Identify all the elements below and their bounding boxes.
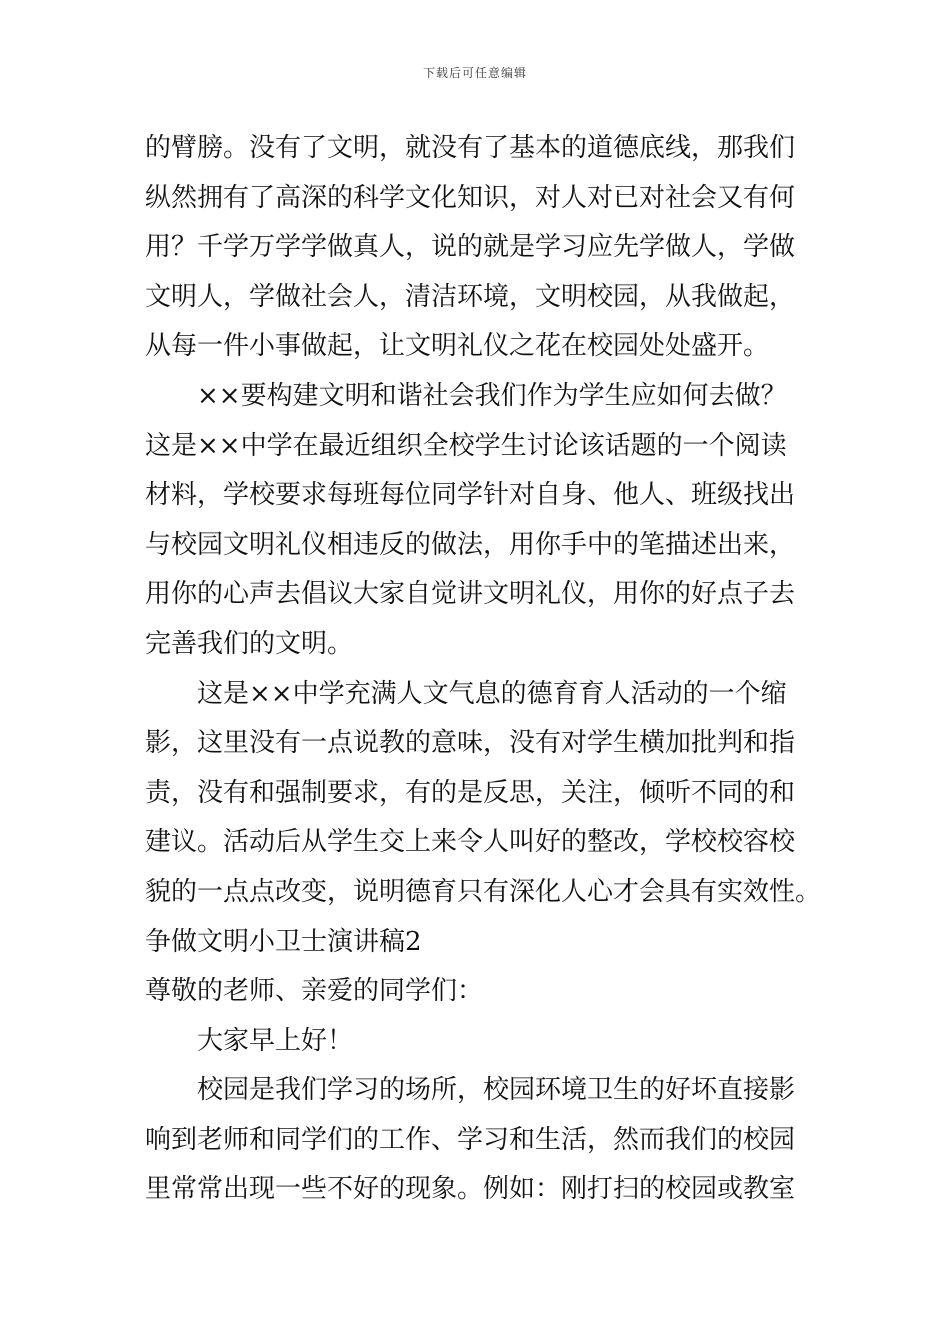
text-line: 与校园文明礼仪相违反的做法，用你手中的笔描述出来， xyxy=(145,529,796,560)
paragraph-start-line: ××要构建文明和谐社会我们作为学生应如何去做？ xyxy=(197,380,787,411)
text-line: 材料，学校要求每班每位同学针对自身、他人、班级找出 xyxy=(145,480,796,511)
text-line: 用？千学万学学做真人，说的就是学习应先学做人，学做 xyxy=(145,232,796,263)
section-title: 争做文明小卫士演讲稿2 xyxy=(145,926,422,957)
paragraph-start-line: 这是××中学充满人文气息的德育育人活动的一个缩 xyxy=(197,678,787,709)
text-line: 建议。活动后从学生交上来令人叫好的整改，学校校容校 xyxy=(145,827,796,858)
text-line: 文明人，学做社会人，清洁环境，文明校园，从我做起， xyxy=(145,281,796,312)
text-line: 这是××中学在最近组织全校学生讨论该话题的一个阅读 xyxy=(145,430,787,461)
text-line: 纵然拥有了高深的科学文化知识，对人对已对社会又有何 xyxy=(145,182,796,213)
text-line: 貌的一点点改变，说明德育只有深化人心才会具有实效性。 xyxy=(145,876,822,907)
text-line: 影，这里没有一点说教的意味，没有对学生横加批判和指 xyxy=(145,728,796,759)
document-body xyxy=(145,124,822,1215)
text-line: 从每一件小事做起，让文明礼仪之花在校园处处盛开。 xyxy=(145,331,770,362)
text-line: 的臂膀。没有了文明，就没有了基本的道德底线，那我们 xyxy=(145,133,796,163)
text-line: 完善我们的文明。 xyxy=(145,628,354,659)
text-line: 响到老师和同学们的工作、学习和生活，然而我们的校园 xyxy=(145,1124,796,1155)
text-line: 里常常出现一些不好的现象。例如：刚打扫的校园或教室 xyxy=(145,1174,796,1205)
text-line: 用你的心声去倡议大家自觉讲文明礼仪，用你的好点子去 xyxy=(145,579,796,610)
greeting: 大家早上好！ xyxy=(197,1025,354,1056)
page-header: 下载后可任意编辑 xyxy=(422,66,527,80)
paragraph-start-line: 校园是我们学习的场所，校园环境卫生的好坏直接影 xyxy=(197,1075,796,1106)
salutation: 尊敬的老师、亲爱的同学们： xyxy=(145,976,484,1007)
text-line: 责，没有和强制要求，有的是反思，关注，倾听不同的和 xyxy=(145,777,796,808)
